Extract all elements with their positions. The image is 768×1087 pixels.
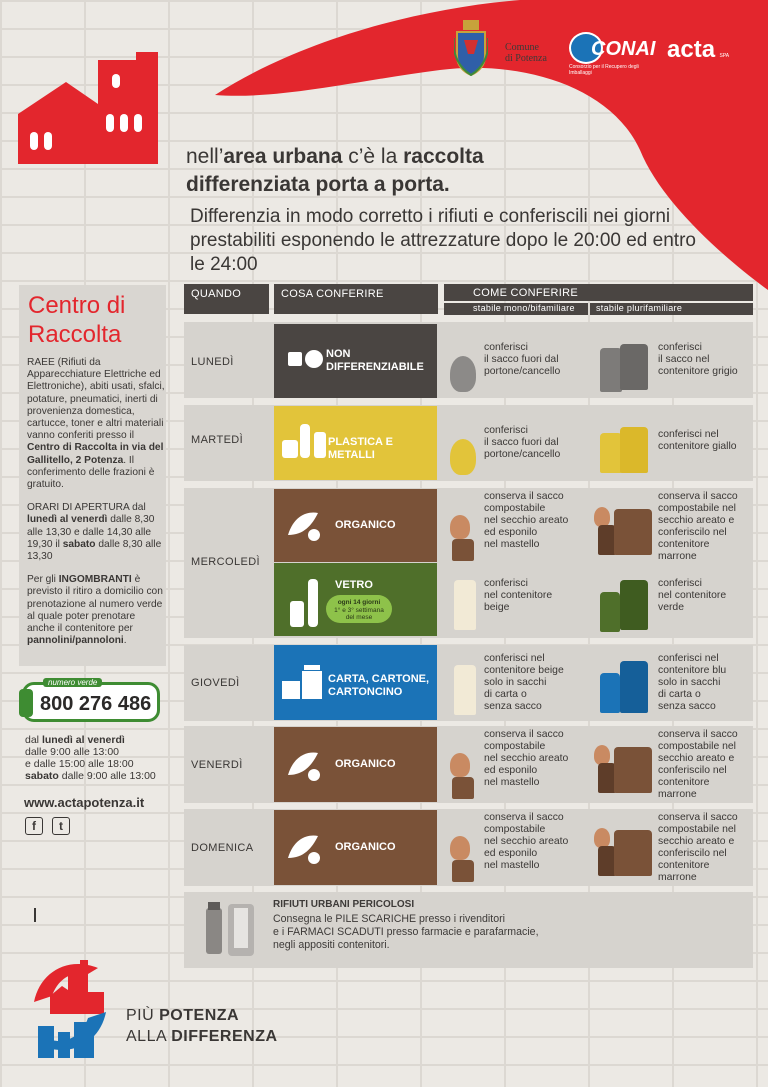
- sidebar-paragraph-raee: RAEE (Rifiuti da Apparecchiature Elettriche ed Elettroniche), abiti usati, sfalci, potature, pneumatici, inerti di provenienza domestica, cartucce, toner e altri materiali vanno conferiti presso il Centro di Raccolta in via del Gallitello, 2 Potenza. Il conferimento delle frazioni è gratuito.: [27, 357, 165, 491]
- headline-part2: c’è la: [342, 145, 404, 168]
- pluri-instruction: conserva il sacco compostabile nel secchio areato e conferiscilo nel contenitore marrone: [592, 812, 742, 884]
- mono-instruction: conserva il sacco compostabile nel secchio areato ed esponilo nel mastello: [446, 812, 581, 884]
- day-label: GIOVEDÌ: [191, 677, 240, 689]
- website-link[interactable]: www.actapotenza.it: [24, 795, 145, 810]
- grey-bin-small-icon: [600, 348, 622, 392]
- category-carta-cartone: CARTA, CARTONE, CARTONCINO: [274, 645, 437, 720]
- comune-line2: di Potenza: [505, 53, 547, 64]
- hazardous-title: RIFIUTI URBANI PERICOLOSI: [273, 899, 415, 910]
- category-organico: ORGANICO: [274, 810, 437, 885]
- comune-line1: Comune: [505, 42, 539, 53]
- table-row-venerdi: [184, 726, 753, 803]
- green-bin-large-icon: [620, 580, 648, 630]
- twitter-icon[interactable]: t: [52, 817, 70, 835]
- city-skyline-logo-icon: [28, 952, 112, 1062]
- organic-waste-icon: [284, 745, 324, 785]
- header-come-conferire: COME CONFERIRE: [444, 284, 753, 301]
- table-row-mercoledi: [184, 488, 753, 638]
- conai-wordmark: CONAI: [591, 38, 656, 60]
- table-row-martedi: [184, 405, 753, 481]
- phone-number[interactable]: 800 276 486: [40, 693, 152, 715]
- brown-mastello-icon: [452, 860, 474, 882]
- day-label: MERCOLEDÌ: [191, 556, 260, 568]
- mono-instruction: conserva il sacco compostabile nel secchio areato ed esponilo nel mastello: [446, 729, 581, 801]
- pluri-instruction: conferisci nel contenitore giallo: [592, 425, 742, 481]
- organic-waste-icon: [284, 505, 324, 545]
- mono-instruction-organico: conserva il sacco compostabile nel secchio areato ed esponilo nel mastello: [446, 491, 581, 563]
- headline-bold2: raccolta: [403, 145, 484, 168]
- sidebar-paragraph-ingombranti: Per gli INGOMBRANTI è previsto il ritiro a domicilio con prenotazione al numero verde al quale poter prenotare anche il contenitore per pannolini/pannoloni.: [27, 574, 163, 647]
- compost-bag-icon: [450, 753, 470, 777]
- phone-hours: dal lunedì al venerdì dalle 9:00 alle 13:00 e dalle 15:00 alle 18:00 sabato dalle 9:00 alle 13:00: [25, 734, 175, 782]
- category-organico: ORGANICO: [274, 727, 437, 802]
- hazardous-waste-panel: [184, 892, 753, 968]
- hazardous-body: Consegna le PILE SCARICHE presso i rivenditori e i FARMACI SCADUTI presso farmacie e parafarmacie, negli appositi contenitori.: [273, 913, 539, 951]
- pluri-instruction-organico: conserva il sacco compostabile nel secchio areato e conferiscilo nel contenitore marrone: [592, 491, 742, 563]
- blue-bin-large-icon: [620, 661, 648, 713]
- day-label: VENERDÌ: [191, 759, 243, 771]
- acta-wordmark: acta: [667, 36, 716, 63]
- facebook-icon[interactable]: f: [25, 817, 43, 835]
- header-pluri: stabile plurifamiliare: [590, 303, 753, 315]
- brown-bin-large-icon: [614, 509, 652, 555]
- acta-logo: [667, 36, 729, 64]
- beige-bin-icon: [454, 665, 476, 715]
- compost-bag-icon: [594, 828, 610, 848]
- centro-raccolta-title: [28, 291, 125, 349]
- beige-bin-icon: [454, 580, 476, 630]
- pluri-instruction-vetro: conferisci nel contenitore verde: [592, 578, 742, 634]
- page-subline: Differenzia in modo corretto i rifiuti e conferiscili nei giorni prestabiliti esponendo le attrezzature dopo le 20:00 ed entro le 24:00: [190, 206, 696, 275]
- table-row-giovedi: [184, 645, 753, 721]
- phone-icon: [19, 689, 33, 717]
- grey-bag-icon: [450, 356, 476, 392]
- conai-subtitle: Consorzio per il Recupero degli Imballaggi: [569, 64, 639, 76]
- headline-bold3: differenziata porta a porta.: [186, 173, 450, 196]
- vetro-frequency-badge: ogni 14 giorni 1° e 3° settimana del mese: [326, 595, 392, 623]
- plastic-bottles-icon: [280, 418, 330, 462]
- category-vetro: VETRO ogni 14 giorni 1° e 3° settimana del mese: [274, 563, 437, 636]
- day-label: DOMENICA: [191, 842, 254, 854]
- sidebar-title-line2: Raccolta: [28, 321, 122, 348]
- organic-waste-icon: [284, 828, 324, 868]
- pluri-instruction: conferisci il sacco nel contenitore grigio: [592, 342, 742, 398]
- day-label: MARTEDÌ: [191, 434, 244, 446]
- acta-suffix: SPA: [719, 53, 730, 59]
- page-headline: [186, 143, 484, 199]
- compost-bag-icon: [594, 507, 610, 527]
- numero-verde-tag: numero verde: [43, 678, 102, 687]
- brown-mastello-icon: [452, 777, 474, 799]
- compost-bag-icon: [594, 745, 610, 765]
- brown-bin-large-icon: [614, 747, 652, 793]
- yellow-bag-icon: [450, 439, 476, 475]
- headline-part1: nell’: [186, 145, 224, 168]
- brown-bin-large-icon: [614, 830, 652, 876]
- mono-instruction: conferisci il sacco fuori dal portone/cancello: [446, 425, 581, 481]
- divider-mark: [34, 908, 36, 922]
- numero-verde-box[interactable]: [22, 678, 160, 722]
- yellow-bin-large-icon: [620, 427, 648, 473]
- mono-instruction-vetro: conferisci nel contenitore beige: [446, 578, 581, 634]
- pluri-instruction: conserva il sacco compostabile nel secchio areato e conferiscilo nel contenitore marrone: [592, 729, 742, 801]
- sidebar-title-line1: Centro di: [28, 292, 126, 319]
- house-logo-icon: [18, 52, 168, 164]
- mono-instruction: conferisci nel contenitore beige solo in sacchi di carta o senza sacco: [446, 653, 581, 719]
- comune-logo-text: [505, 42, 547, 64]
- green-bin-small-icon: [600, 592, 620, 632]
- header-mono: stabile mono/bifamiliare: [444, 303, 588, 315]
- glass-bottles-icon: [288, 577, 326, 629]
- comune-crest-icon: [454, 20, 488, 76]
- category-organico: ORGANICO: [274, 489, 437, 562]
- centro-raccolta-body: [27, 357, 165, 658]
- header-quando: QUANDO: [184, 284, 269, 314]
- paper-boxes-icon: [280, 663, 326, 703]
- brown-mastello-icon: [452, 539, 474, 561]
- day-label: LUNEDÌ: [191, 356, 234, 368]
- hours-line2: dalle 9:00 alle 13:00: [25, 746, 119, 758]
- header-cosa-conferire: COSA CONFERIRE: [274, 284, 438, 314]
- headline-bold1: area urbana: [223, 145, 343, 168]
- waste-mix-icon: [284, 346, 324, 372]
- blue-bin-small-icon: [600, 673, 620, 713]
- centro-raccolta-panel: [19, 285, 166, 666]
- compost-bag-icon: [450, 515, 470, 539]
- slogan: PIÙ POTENZA ALLA DIFFERENZA: [126, 1007, 278, 1045]
- mono-instruction: conferisci il sacco fuori dal portone/cancello: [446, 342, 581, 398]
- sidebar-paragraph-orari: ORARI DI APERTURA dal lunedì al venerdì dalle 8,30 alle 13,30 e dalle 14,30 alle 19,30 il sabato dalle 8,30 alle 13,30: [27, 502, 162, 563]
- pluri-instruction: conferisci nel contenitore blu solo in sacchi di carta o senza sacco: [592, 653, 742, 719]
- compost-bag-icon: [450, 836, 470, 860]
- table-row-lunedi: [184, 322, 753, 398]
- yellow-bin-small-icon: [600, 433, 622, 473]
- hours-line3: e dalle 15:00 alle 18:00: [25, 758, 134, 770]
- category-non-differenziabile: NON DIFFERENZIABILE: [274, 324, 437, 398]
- category-plastica-metalli: PLASTICA E METALLI: [274, 406, 437, 480]
- grey-bin-large-icon: [620, 344, 648, 390]
- battery-pharmacy-bins-icon: [202, 898, 262, 958]
- table-row-domenica: [184, 809, 753, 886]
